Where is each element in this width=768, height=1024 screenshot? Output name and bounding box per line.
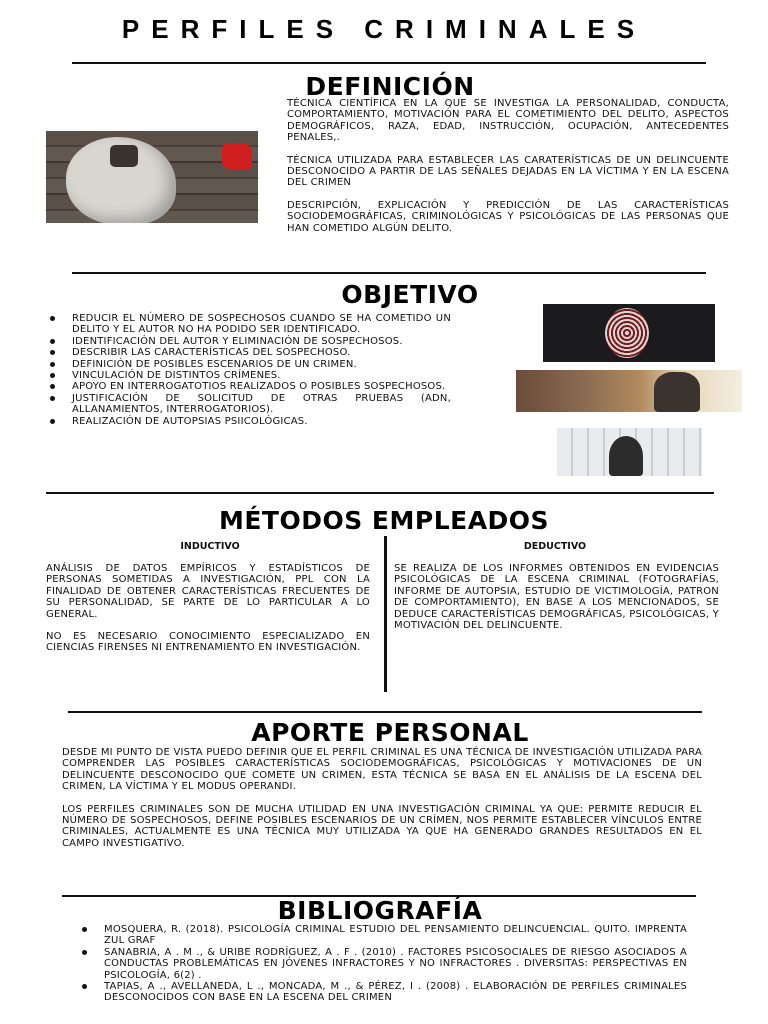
- divider: [46, 492, 714, 494]
- list-item: VINCULACIÓN DE DISTINTOS CRÍMENES.: [46, 370, 451, 381]
- divider: [72, 62, 706, 64]
- list-item: MOSQUERA, R. (2018). PSICOLOGÍA CRIMINAL ESTUDIO DEL PENSAMIENTO DELINCUENCIAL. QUITO. IMPRENTA ZUL GRAF: [78, 924, 687, 947]
- list-item: REALIZACIÓN DE AUTOPSIAS PSIICOLÓGICAS.: [46, 416, 451, 427]
- missing-puzzle-piece-icon: [110, 145, 138, 167]
- metodos-heading: MÉTODOS EMPLEADOS: [218, 506, 550, 535]
- aporte-paragraph: LOS PERFILES CRIMINALES SON DE MUCHA UTILIDAD EN UNA INVESTIGACIÓN CRIMINAL YA QUE: PERMITE REDUCIR EL NÚMERO DE SOSPECHOSOS, DEFINE POSIBLES ESCENARIOS DE UN CRÍMEN, NOS PERMITE ESTABLECER VÍNCULOS ENTRE CRIMINALES, ACTUALMENTE ES UNA TÉCNICA MUY UTILIZADA YA QUE HA GENERADO GRANDES RESULTADOS EN EL CAMPO INVESTIGATIVO.: [62, 803, 702, 849]
- inductivo-label: INDUCTIVO: [180, 541, 240, 552]
- head-puzzle-image: [46, 131, 258, 223]
- inductivo-paragraph: ANÁLISIS DE DATOS EMPÍRICOS Y ESTADÍSTICOS DE PERSONAS SOMETIDAS A INVESTIGACIÓN, PPL CON LA FINALIDAD DE OBTENER CARACTERÍSTICAS FRECUENTES DE SU PERSONALIDAD, SE PARTE DE LO PARTICULAR A LO GENERAL.: [46, 563, 370, 620]
- evidence-wall-image: [557, 428, 702, 476]
- divider: [72, 272, 706, 274]
- inductivo-paragraph: NO ES NECESARIO CONOCIMIENTO ESPECIALIZADO EN CIENCIAS FIRENSES NI ENTRENAMIENTO EN INVESTIGACIÓN.: [46, 631, 370, 654]
- person-silhouette-icon: [609, 436, 643, 476]
- list-item: REDUCIR EL NÚMERO DE SOSPECHOSOS CUANDO SE HA COMETIDO UN DELITO Y EL AUTOR NO HA PODIDO SER IDENTIFICADO.: [46, 313, 451, 336]
- definicion-heading: DEFINICIÓN: [305, 72, 475, 101]
- aporte-paragraph: DESDE MI PUNTO DE VISTA PUEDO DEFINIR QUE EL PERFIL CRIMINAL ES UNA TÉCNICA DE INVESTIGACIÓN UTILIZADA PARA COMPRENDER LAS POSIBLES CARACTERÍSTICAS SOCIODEMOGRÁFICAS, PSICOLÓGICAS Y MOTIVACIONES DE UN DELINCUENTE DESCONOCIDO QUE COMETE UN CRIMEN, ESTA TÉCNICA SE BASA EN EL ANÁLISIS DE LA ESCENA DEL CRIMEN, LA VÍCTIMA Y EL MODUS OPERANDI.: [62, 747, 702, 793]
- deductivo-text: [394, 563, 719, 642]
- deductivo-label: DEDUCTIVO: [523, 541, 587, 552]
- definicion-paragraph: TÉCNICA UTILIZADA PARA ESTABLECER LAS CARATERÍSTICAS DE UN DELINCUENTE DESCONOCIDO A PARTIR DE LAS SEÑALES DEJADAS EN LA VÍCTIMA Y EN LA ESCENA DEL CRIMEN: [287, 154, 729, 189]
- list-item: SANABRIA, A . M ., & URIBE RODRÍGUEZ, A . F . (2010) . FACTORES PSICOSOCIALES DE RIESGO ASOCIADOS A CONDUCTAS PROBLEMÁTICAS EN JÓVENES INFRACTORES Y NO INFRACTORES . DIVERSITAS: PERSPECTIVAS EN PSICOLOGÍA, 6(2) .: [78, 947, 687, 981]
- page-title: PERFILES CRIMINALES: [121, 14, 647, 44]
- definicion-paragraph: TÉCNICA CIENTÍFICA EN LA QUE SE INVESTIGA LA PERSONALIDAD, CONDUCTA, COMPORTAMIENTO, MOTIVACIÓN PARA EL COMETIMIENTO DEL DELITO, ASPECTOS DEMOGRÁFICOS, RAZA, EDAD, INSTRUCCIÓN, OCUPACIÓN, ANTECEDENTES PENALES,.: [287, 98, 729, 144]
- investigator-board-image: [516, 370, 742, 412]
- fingerprint-head-image: [543, 304, 715, 362]
- list-item: TAPIAS, A ., AVELLANEDA, L ., MONCADA, M ., & PÉREZ, I . (2008) . ELABORACIÓN DE PERFILES CRIMINALES DESCONOCIDOS CON BASE EN LA ESCENA DEL CRIMEN: [78, 981, 687, 1004]
- objetivo-list: [46, 313, 451, 427]
- objetivo-heading: OBJETIVO: [341, 280, 479, 309]
- definicion-text: [287, 98, 729, 245]
- list-item: JUSTIFICACIÓN DE SOLICITUD DE OTRAS PRUEBAS (ADN, ALLANAMIENTOS, INTERROGATORIOS).: [46, 393, 451, 416]
- deductivo-paragraph: SE REALIZA DE LOS INFORMES OBTENIDOS EN EVIDENCIAS PSICOLÓGICAS DE LA ESCENA CRIMINAL (FOTOGRAFÍAS, INFORME DE AUTOPSIA, ESTUDIO DE VICTIMOLOGÍA, PATRON DE COMPORTAMIENTO), EN BASE A LOS MENCIONADOS, SE DEDUCE CARACTERÍSTICAS DEMOGRÁFICAS, PSICOLÓGICAS, Y MOTIVACIÓN DEL DELINCUENTE.: [394, 563, 719, 632]
- red-puzzle-piece-icon: [222, 143, 252, 169]
- inductivo-text: [46, 563, 370, 665]
- aporte-heading: APORTE PERSONAL: [251, 718, 529, 747]
- column-divider: [384, 536, 387, 692]
- aporte-text: [62, 747, 702, 860]
- bibliografia-list: [78, 924, 687, 1004]
- bibliografia-heading: BIBLIOGRAFÍA: [277, 896, 483, 925]
- divider: [68, 711, 702, 713]
- list-item: DEFINICIÓN DE POSIBLES ESCENARIOS DE UN CRIMEN.: [46, 359, 451, 370]
- definicion-paragraph: DESCRIPCIÓN, EXPLICACIÓN Y PREDICCIÓN DE LAS CARACTERÍSTICAS SOCIODEMOGRÁFICAS, CRIMINOLÓGICAS Y PSICOLÓGICAS DE LAS PERSONAS QUE HAN COMETIDO ALGÚN DELITO.: [287, 199, 729, 234]
- fingerprint-icon: [605, 308, 649, 358]
- investigator-silhouette-icon: [654, 372, 700, 412]
- list-item: DESCRIBIR LAS CARACTERÍSTICAS DEL SOSPECHOSO.: [46, 347, 451, 358]
- list-item: IDENTIFICACIÓN DEL AUTOR Y ELIMINACIÓN DE SOSPECHOSOS.: [46, 336, 451, 347]
- list-item: APOYO EN INTERROGATOTIOS REALIZADOS O POSIBLES SOSPECHOSOS.: [46, 381, 451, 392]
